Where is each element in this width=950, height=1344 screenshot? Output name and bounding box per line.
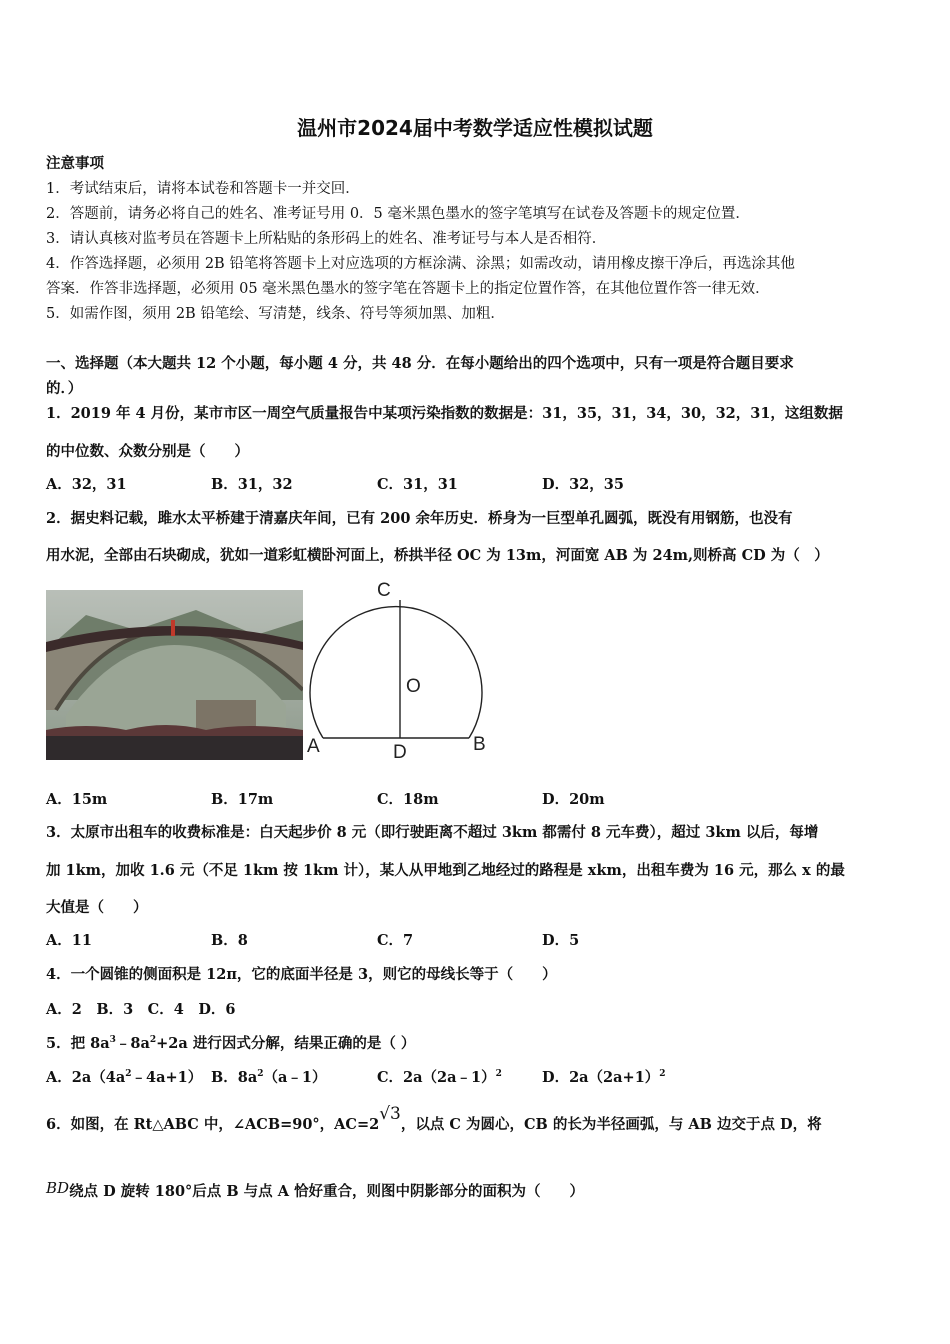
notice-item: 5．如需作图，须用 2B 铅笔绘、写清楚，线条、符号等须加黑、加粗． [46,306,505,322]
q2-stem: 2．据史料记载，雎水太平桥建于清嘉庆年间，已有 200 余年历史．桥身为一巨型单孔圆弧，既没有用钢筋，也没有 [46,510,793,527]
q3-option-b: B．8 [211,932,248,949]
page-title: 温州市2024届中考数学适应性模拟试题 [297,116,653,140]
q5-stem: 5．把 $8a^3﹣8a^2+2a$ 进行因式分解，结果正确的是（ ） [46,1035,416,1052]
q5-option-d: D．$2a(2a+1)^2$ [542,1069,666,1086]
label-o: O [406,676,421,697]
notice-item: 3．请认真核对监考员在答题卡上所粘贴的条形码上的姓名、准考证号与本人是否相符． [46,231,607,247]
q5-option-b: B．$8a^2(a﹣1)$ [211,1069,327,1086]
q2-option-d: D．20m [542,791,605,808]
q1-option-c: C．31，31 [377,476,458,493]
notice-item: 1．考试结束后，请将本试卷和答题卡一并交回． [46,181,360,197]
q3-option-a: A．11 [46,932,92,949]
q2-option-c: C．18m [377,791,439,808]
q2-option-a: A．15m [46,791,108,808]
q3-stem: 3．太原市出租车的收费标准是：白天起步价 8 元（即行驶距离不超过 3km 都需付 8 元车费），超过 3km 以后，每增 [46,824,819,841]
q1-option-d: D．32，35 [542,476,624,493]
q2-option-b: B．17m [211,791,274,808]
q6-stem: 6．如图，在 Rt△ABC 中，∠ACB=90°，AC=2√3，以点 C 为圆心，CB 的长为半径画弧，与 AB 边交于点 D，将 [46,1104,822,1133]
q3-stem-cont2: 大值是（ ） [46,899,148,916]
label-b: B [473,734,486,755]
section-heading-cont: 的．） [46,380,83,397]
q5-option-a: A．$2a(4a^2﹣4a+1)$ [46,1069,203,1086]
section-heading: 一、选择题（本大题共 12 个小题，每小题 4 分，共 48 分．在每小题给出的四个选项中，只有一项是符合题目要求 [46,355,794,372]
notice-item: 2．答题前，请务必将自己的姓名、准考证号用 0．5 毫米黑色墨水的签字笔填写在试卷及答题卡的规定位置． [46,206,750,222]
q2-stem-cont: 用水泥，全部由石块砌成，犹如一道彩虹横卧河面上，桥拱半径 OC 为 13m，河面宽 AB 为 24m,则桥高 CD 为（ ） [46,547,829,564]
bridge-photo [46,590,303,760]
q1-option-a: A．32，31 [46,476,127,493]
q3-stem-cont: 加 1km，加收 1.6 元（不足 1km 按 1km 计），某人从甲地到乙地经过的路程是 xkm，出租车费为 16 元，那么 x 的最 [46,862,845,879]
q5-option-c: C．2a（2a﹣1）$^2$ [377,1069,502,1086]
label-a: A [307,736,320,757]
q4-options: A．2 B．3 C．4 D．6 [46,1001,236,1018]
label-d: D [393,742,407,763]
q1-stem: 1．2019 年 4 月份，某市市区一周空气质量报告中某项污染指数的数据是：31，35，31，34，30，32，31，这组数据 [46,405,843,422]
q1-stem-cont: 的中位数、众数分别是（ ） [46,443,249,460]
arch-diagram [305,578,505,772]
q3-option-d: D．5 [542,932,580,949]
sqrt-three: √3 [379,1104,401,1124]
q6-stem-cont: BD绕点 D 旋转 180°后点 B 与点 A 恰好重合，则图中阴影部分的面积为（ ） [46,1179,584,1200]
arch-arc [310,607,482,738]
arc-bd-label: BD [46,1179,70,1197]
q4-stem: 4．一个圆锥的侧面积是 12π，它的底面半径是 3，则它的母线长等于（ ） [46,966,557,983]
label-c: C [377,580,391,601]
q3-option-c: C．7 [377,932,414,949]
notice-item: 答案．作答非选择题，必须用 05 毫米黑色墨水的签字笔在答题卡上的指定位置作答，在其他位置作答一律无效． [46,281,770,297]
notice-heading: 注意事项 [46,155,104,172]
q1-option-b: B．31，32 [211,476,293,493]
notice-item: 4．作答选择题，必须用 2B 铅笔将答题卡上对应选项的方框涂满、涂黑；如需改动，请用橡皮擦干净后，再选涂其他 [46,256,795,272]
